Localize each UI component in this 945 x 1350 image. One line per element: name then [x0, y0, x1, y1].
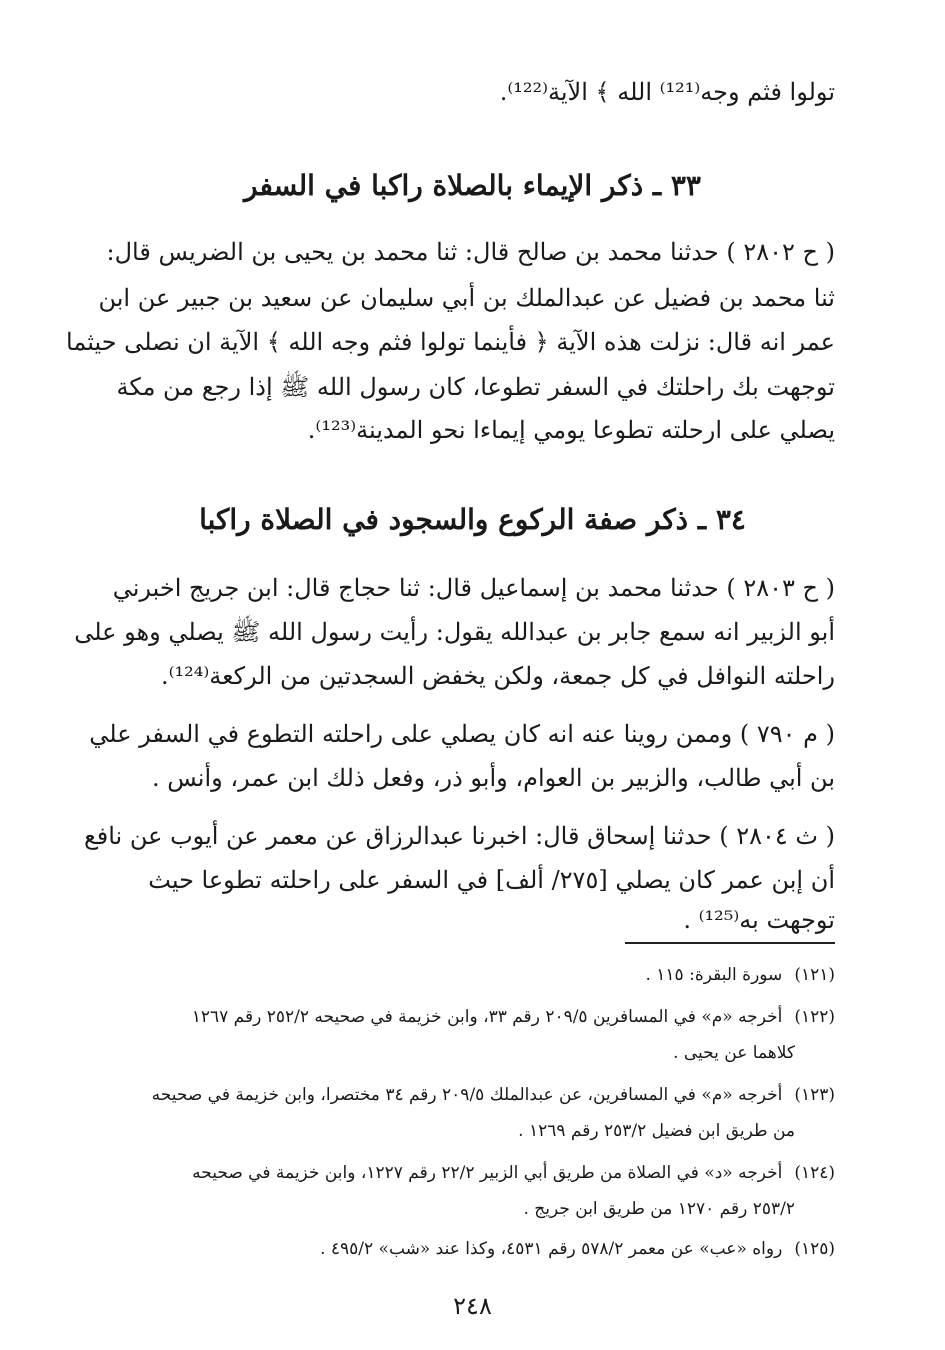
footnote-text: أخرجه «م» في المسافرين، عن عبدالملك ٢٠٩/٥ رقم ٣٤ مختصرا، وابن خزيمة في صحيحه	[151, 1085, 783, 1105]
body-line: ( ح ٢٨٠٢ ) حدثنا محمد بن صالح قال: ثنا محمد بن يحيى بن الضريس قال:	[106, 238, 835, 266]
footnote	[152, 1082, 835, 1108]
footnote	[192, 1004, 835, 1030]
footnote-number: (١٢٢)	[794, 1007, 835, 1027]
footnote-number: (١٢٤)	[794, 1163, 835, 1183]
footnote-text: سورة البقرة: ١١٥ .	[645, 965, 783, 985]
footnote-number: (١٢٣)	[794, 1085, 835, 1105]
footnote-text: أخرجه «د» في الصلاة من طريق أبي الزبير ٢٢/٢ رقم ١٢٢٧، وابن خزيمة في صحيحه	[192, 1163, 783, 1183]
footnote-text: أخرجه «م» في المسافرين ٢٠٩/٥ رقم ٣٣، وابن خزيمة في صحيحه ٢٥٢/٢ رقم ١٢٦٧	[191, 1007, 783, 1027]
top-line: تولوا فثم وجه⁽¹²¹⁾ الله ﴾ الآية⁽¹²²⁾.	[499, 78, 835, 106]
body-line: ( ث ٢٨٠٤ ) حدثنا إسحاق قال: اخبرنا عبدالرزاق عن معمر عن أيوب عن نافع	[83, 822, 835, 850]
body-line: أبو الزبير انه سمع جابر بن عبدالله يقول: رأيت رسول الله ﷺ يصلي وهو على	[74, 618, 835, 646]
body-line: راحلته النوافل في كل جمعة، ولكن يخفض السجدتين من الركعة⁽¹²⁴⁾.	[160, 662, 835, 690]
section-heading-34: ٣٤ ـ ذكر صفة الركوع والسجود في الصلاة راكبا	[199, 503, 746, 536]
body-line: بن أبي طالب، والزبير بن العوام، وأبو ذر، وفعل ذلك ابن عمر، وأنس .	[151, 764, 835, 792]
footnote-continuation: ٢٥٣/٢ رقم ١٢٧٠ من طريق ابن جريج .	[523, 1199, 795, 1219]
body-line: توجهت بك راحلتك في السفر تطوعا، كان رسول الله ﷺ إذا رجع من مكة	[116, 373, 835, 401]
footnote-text: رواه «عب» عن معمر ٥٧٨/٢ رقم ٤٥٣١، وكذا عند «شب» ٤٩٥/٢ .	[320, 1239, 783, 1259]
body-line: يصلي على ارحلته تطوعا يومي إيماءا نحو المدينة⁽¹²³⁾.	[307, 416, 835, 444]
body-line: ( ح ٢٨٠٣ ) حدثنا محمد بن إسماعيل قال: ثنا حجاج قال: ابن جريج اخبرني	[112, 574, 835, 602]
page-number: ٢٤٨	[453, 1292, 492, 1320]
body-line: توجهت به⁽¹²⁵⁾ .	[683, 906, 835, 934]
body-line: ثنا محمد بن فضيل عن عبدالملك بن أبي سليمان عن سعيد بن جبير عن ابن	[98, 284, 835, 312]
body-line: ( م ٧٩٠ ) وممن روينا عنه انه كان يصلي على راحلته التطوع في السفر علي	[89, 720, 835, 748]
footnote-number: (١٢١)	[794, 965, 835, 985]
footnote	[645, 962, 835, 988]
footnote-continuation: من طريق ابن فضيل ٢٥٣/٢ رقم ١٢٦٩ .	[518, 1121, 795, 1141]
footnote	[192, 1160, 835, 1186]
body-line: أن إبن عمر كان يصلي [٢٧٥/ ألف] في السفر على راحلته تطوعا حيث	[148, 866, 835, 894]
footnote-number: (١٢٥)	[794, 1239, 835, 1259]
footnote-continuation: كلاهما عن يحيى .	[673, 1043, 795, 1063]
body-line: عمر انه قال: نزلت هذه الآية ﴿ فأينما تولوا فثم وجه الله ﴾ الآية ان نصلى حيثما	[66, 328, 835, 356]
section-heading-33: ٣٣ ـ ذكر الإيماء بالصلاة راكبا في السفر	[244, 169, 701, 202]
footnote-separator	[625, 942, 835, 944]
footnote	[320, 1236, 835, 1262]
